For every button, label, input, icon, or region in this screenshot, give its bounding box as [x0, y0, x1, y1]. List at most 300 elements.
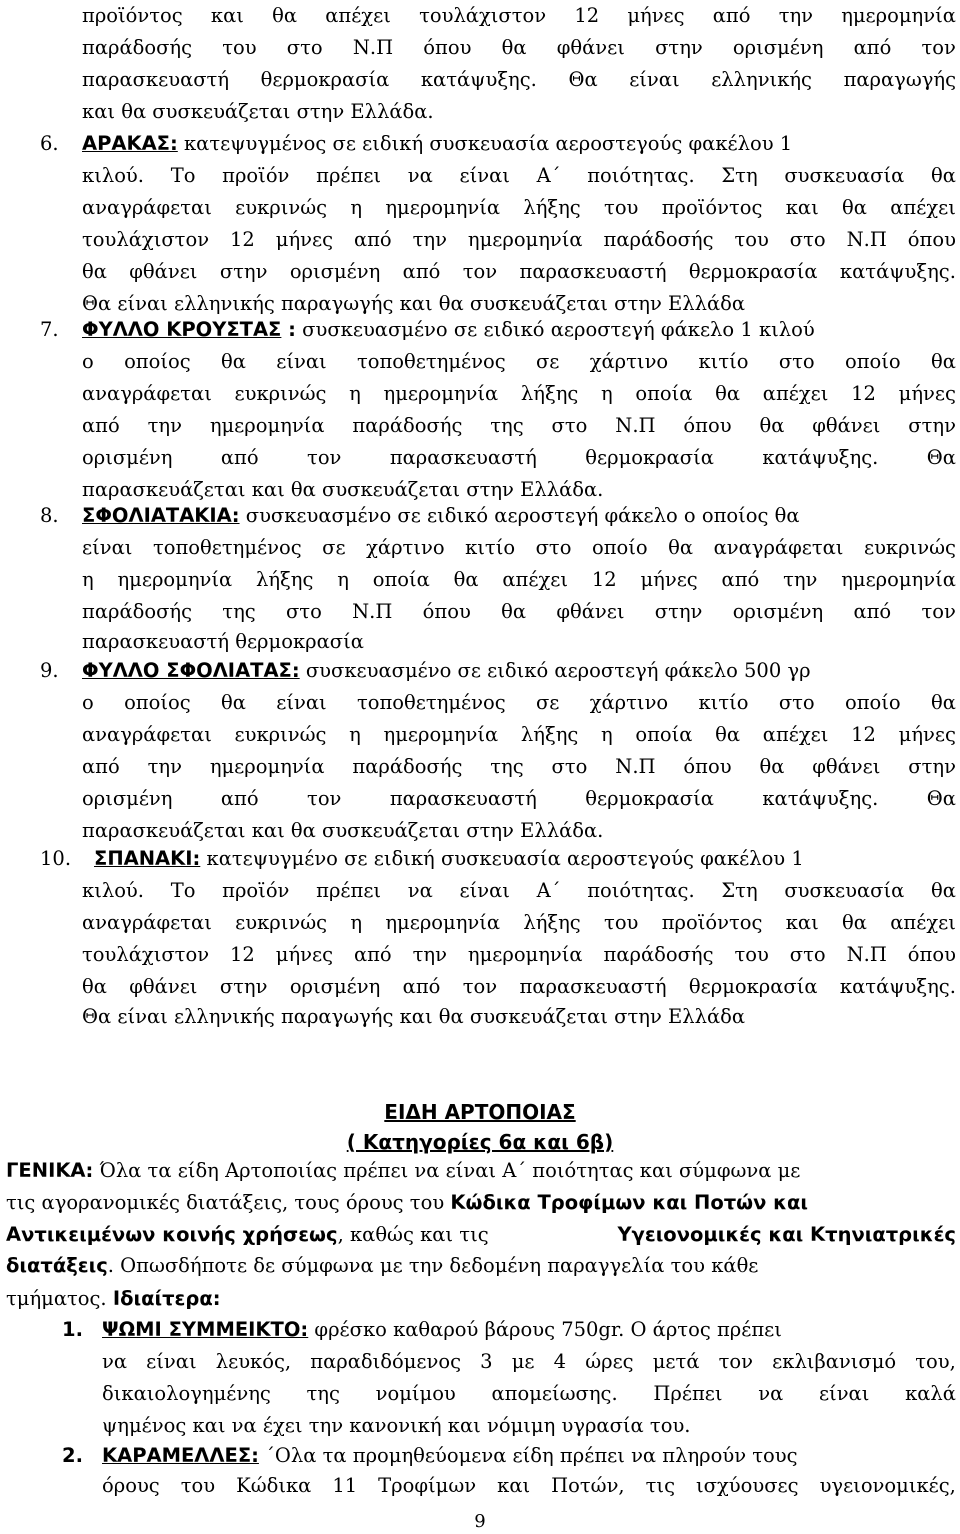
general-text: . Οπωσδήποτε δε σύμφωνα με την δεδομένη παραγγελία του κάθε: [107, 1254, 759, 1277]
word: μήνες: [898, 723, 956, 746]
word: είναι: [459, 164, 510, 187]
word: παράδοσής: [82, 36, 193, 59]
word: από: [721, 568, 760, 591]
text-line: [82, 192, 956, 224]
word: στην: [219, 975, 268, 998]
word: Στη: [721, 879, 758, 902]
word: όπου: [423, 36, 472, 59]
word: θα: [930, 879, 956, 902]
word: η: [350, 196, 363, 219]
word: από: [853, 36, 892, 59]
word: Ν.Π: [352, 600, 393, 623]
word: ο: [82, 350, 94, 373]
text-line: [6, 1219, 956, 1251]
word: είναι: [818, 1382, 870, 1405]
word: θα: [272, 4, 298, 27]
word: προϊόν: [222, 164, 290, 187]
word: μήνες: [275, 228, 334, 251]
text-line: [82, 256, 956, 288]
word: Κώδικα: [236, 1474, 312, 1497]
word: της: [306, 1382, 340, 1405]
word: 11: [332, 1474, 358, 1497]
word: φθάνει: [129, 975, 198, 998]
item-number: 8.: [40, 504, 59, 527]
word: ημερομηνία: [841, 568, 956, 591]
word: ποιότητας.: [587, 879, 695, 902]
word: Θα: [926, 446, 956, 469]
word: ημερομηνία: [209, 414, 325, 437]
word: εκλιβανισμό: [772, 1350, 897, 1373]
word: αναγράφεται: [82, 196, 212, 219]
word: φθάνει: [129, 260, 198, 283]
word: οποίο: [591, 536, 648, 559]
text-line: [102, 1470, 956, 1502]
word: ημερομηνία: [117, 568, 233, 591]
item-first-line: [40, 655, 956, 687]
word: φθάνει: [556, 600, 625, 623]
word: πρέπει: [316, 879, 382, 902]
text-line: [102, 1378, 956, 1410]
word: ημερομηνία: [383, 723, 499, 746]
word: Το: [170, 164, 196, 187]
word: αναγράφεται: [82, 911, 212, 934]
word: όπου: [683, 755, 732, 778]
word: ημερομηνία: [467, 943, 583, 966]
item-first-line: [40, 128, 956, 160]
item-text: συσκευασμένο σε ειδικό αεροστεγή φάκελο 1 κιλού: [295, 318, 815, 341]
section-title: ΕΙΔΗ ΑΡΤΟΠΟΙΑΣ: [384, 1100, 576, 1124]
general-text: , καθώς και τις: [337, 1223, 489, 1246]
word: στο: [778, 691, 815, 714]
word: στο: [789, 228, 826, 251]
word: όπου: [907, 943, 956, 966]
text-line: Θα είναι ελληνικής παραγωγής και θα συσκευάζεται στην Ελλάδα: [82, 292, 746, 315]
item-text: κατεψυγμένο σε ειδική συσκευασία αεροστεγούς φακέλου 1: [200, 847, 804, 870]
word: θα: [715, 382, 741, 405]
word: χάρτινο: [366, 536, 445, 559]
word: φθάνει: [812, 755, 881, 778]
text-line: [82, 64, 956, 96]
word: ο: [82, 691, 94, 714]
word: Ν.Π: [615, 414, 656, 437]
word: χάρτινο: [589, 691, 669, 714]
word: Στη: [721, 164, 758, 187]
item-number: 1.: [62, 1318, 83, 1341]
word: ορισμένη: [289, 260, 381, 283]
word: ορισμένη: [732, 36, 824, 59]
word: να: [407, 879, 433, 902]
word: ημερομηνία: [467, 228, 583, 251]
word: κατάψυξης.: [839, 260, 956, 283]
word: η: [337, 568, 349, 591]
text-line: [82, 0, 956, 32]
word: Ν.Π: [352, 36, 394, 59]
word: ημερομηνία: [209, 755, 325, 778]
text-line: παρασκευάζεται και θα συσκευάζεται στην Ελλάδα.: [82, 478, 604, 501]
word: στην: [908, 414, 956, 437]
text-line: [6, 1283, 956, 1315]
word: και: [785, 196, 819, 219]
text-line: [82, 442, 956, 474]
word: όρους: [102, 1474, 160, 1497]
word: τις: [645, 1474, 675, 1497]
word: να: [758, 1382, 784, 1405]
text-line: [82, 939, 956, 971]
word: τον: [462, 260, 498, 283]
word: από: [853, 600, 892, 623]
word: μήνες: [898, 382, 956, 405]
general-label: ΓΕΝΙΚΑ:: [6, 1159, 94, 1182]
word: τουλάχιστον: [82, 228, 210, 251]
word: κιτίο: [698, 691, 749, 714]
word: λήξης: [523, 911, 581, 934]
word: χάρτινο: [589, 350, 669, 373]
word: Ν.Π: [846, 943, 887, 966]
word: παράδοσής: [603, 228, 714, 251]
general-text: τις αγορανομικές διατάξεις, τους όρους του: [6, 1191, 451, 1214]
word: Α΄: [536, 164, 561, 187]
word: ορισμένη: [732, 600, 824, 623]
item-text: ΄Ολα τα προμηθεύομενα είδη πρέπει να πληρούν τους: [258, 1444, 798, 1467]
word: η: [82, 568, 94, 591]
item-first-line: [62, 1440, 956, 1472]
word: με: [511, 1350, 535, 1373]
word: από: [82, 755, 120, 778]
text-line: [82, 32, 956, 64]
word: μήνες: [627, 4, 685, 27]
item-number: 9.: [40, 659, 59, 682]
item-name: ΣΠΑΝΑΚΙ:: [94, 847, 201, 870]
word: του: [604, 196, 639, 219]
word: η: [349, 723, 361, 746]
word: απέχει: [890, 196, 956, 219]
word: συσκευασία: [784, 879, 905, 902]
text-line: Θα είναι ελληνικής παραγωγής και θα συσκευάζεται στην Ελλάδα: [82, 1005, 746, 1028]
word: από: [82, 414, 120, 437]
word: κιτίο: [698, 350, 749, 373]
general-text: Όλα τα είδη Αρτοποιίας πρέπει να είναι Α΄ ποιότητας και σύμφωνα με: [93, 1159, 801, 1182]
word: φθάνει: [812, 414, 881, 437]
word: οποία: [635, 723, 693, 746]
word: 12: [591, 568, 617, 591]
word: απέχει: [890, 911, 956, 934]
word: από: [712, 4, 751, 27]
word: τον: [718, 1350, 754, 1373]
text-line: [82, 346, 956, 378]
word: οποίος: [124, 350, 191, 373]
word: παρασκευαστή: [519, 260, 667, 283]
word: ορισμένη: [289, 975, 381, 998]
word: προϊόν: [222, 879, 290, 902]
item-name: ΦΥΛΛΟ ΚΡΟΥΣΤΑΣ: [82, 318, 282, 341]
word: της: [490, 755, 524, 778]
word: 12: [230, 943, 255, 966]
word: στο: [789, 943, 826, 966]
word: οποία: [372, 568, 430, 591]
text-line: [82, 532, 956, 564]
word: την: [412, 943, 447, 966]
word: λήξης: [523, 196, 581, 219]
word: η: [349, 382, 361, 405]
word: πρέπει: [316, 164, 382, 187]
word: της: [490, 414, 524, 437]
word: όπου: [907, 228, 956, 251]
word: αναγράφεται: [713, 536, 844, 559]
item-name: ΚΑΡΑΜΕΛΛΕΣ:: [102, 1444, 259, 1467]
code-reference: Κώδικα Τροφίμων και Ποτών και: [450, 1191, 809, 1214]
word: ευκρινώς: [235, 911, 328, 934]
word: ποιότητας.: [587, 164, 695, 187]
regulations-reference: Υγειονομικές και Κτηνιατρικές: [617, 1223, 956, 1246]
page-number: 9: [474, 1511, 486, 1532]
text-line: [82, 564, 956, 596]
word: στο: [551, 414, 588, 437]
item-name: ΣΦΟΛΙΑΤΑΚΙΑ:: [82, 504, 240, 527]
word: προϊόντος: [661, 911, 763, 934]
code-reference: Αντικειμένων κοινής χρήσεως: [6, 1223, 338, 1246]
text-line: [82, 596, 956, 628]
word: αναγράφεται: [82, 723, 212, 746]
word: 4: [553, 1350, 567, 1373]
word: η: [600, 723, 613, 746]
word: 12: [851, 382, 876, 405]
word: κατάψυξης.: [420, 68, 537, 91]
word: ευκρινώς: [234, 723, 327, 746]
word: ελληνικής: [711, 68, 812, 91]
word: από: [353, 228, 392, 251]
word: οποία: [635, 382, 693, 405]
word: τον: [921, 36, 956, 59]
word: ευκρινώς: [235, 196, 328, 219]
text-line: [82, 783, 956, 815]
word: από: [220, 787, 259, 810]
word: του: [734, 228, 769, 251]
word: θα: [453, 568, 479, 591]
word: στην: [654, 600, 703, 623]
word: θα: [759, 755, 785, 778]
word: παραγωγής: [843, 68, 956, 91]
word: φθάνει: [556, 36, 625, 59]
word: τουλάχιστον: [82, 943, 210, 966]
item-number: 7.: [40, 318, 59, 341]
word: οποίο: [844, 350, 901, 373]
item-first-line: [40, 314, 956, 346]
word: θερμοκρασία: [688, 975, 818, 998]
word: και: [785, 911, 819, 934]
word: θα: [220, 350, 246, 373]
text-line: [82, 907, 956, 939]
item-name: ΨΩΜΙ ΣΥΜΜΕΙΚΤΟ:: [102, 1318, 309, 1341]
text-line: [6, 1187, 956, 1219]
word: αναγράφεται: [82, 382, 212, 405]
word: λευκός,: [215, 1350, 292, 1373]
word: από: [220, 446, 259, 469]
general-text: τμήματος.: [6, 1287, 113, 1310]
word: Τροφίμων: [378, 1474, 477, 1497]
word: του: [180, 1474, 216, 1497]
text-line: [82, 410, 956, 442]
word: υγειονομικές,: [819, 1474, 956, 1497]
text-line: [82, 875, 956, 907]
word: θα: [82, 975, 107, 998]
item-text: κατεψυγμένος σε ειδική συσκευασία αεροστεγούς φακέλου 1: [177, 132, 793, 155]
text-line: [82, 719, 956, 751]
word: απέχει: [502, 568, 569, 591]
item-text: συσκευασμένο σε ειδικό αεροστεγή φάκελο 500 γρ: [299, 659, 811, 682]
word: κιλού.: [82, 879, 144, 902]
item-text: συσκευασμένο σε ειδικό αεροστεγή φάκελο ο οποίος θα: [239, 504, 800, 527]
text-line: [82, 687, 956, 719]
word: είναι: [459, 879, 510, 902]
word: τουλάχιστον: [419, 4, 547, 27]
word: ώρες: [585, 1350, 634, 1373]
item-text: φρέσκο καθαρού βάρους 750gr. Ο άρτος πρέπει: [308, 1318, 782, 1341]
text-line: [102, 1346, 956, 1378]
word: στο: [551, 755, 588, 778]
word: μετά: [652, 1350, 700, 1373]
word: όπου: [422, 600, 471, 623]
item-name: ΑΡΑΚΑΣ:: [82, 132, 178, 155]
word: θα: [501, 36, 527, 59]
word: παράδοσής: [82, 600, 193, 623]
word: Πρέπει: [653, 1382, 723, 1405]
text-line: [82, 224, 956, 256]
especially-label: Ιδιαίτερα:: [112, 1287, 221, 1310]
word: παραδιδόμενος: [310, 1350, 462, 1373]
regulations-reference: διατάξεις: [6, 1254, 108, 1277]
text-line: [6, 1250, 956, 1282]
word: Α΄: [536, 879, 561, 902]
word: οποίος: [124, 691, 191, 714]
word: ημερομηνία: [385, 911, 501, 934]
word: του: [734, 943, 769, 966]
word: η: [600, 382, 613, 405]
word: σε: [535, 691, 560, 714]
word: δικαιολογημένης: [102, 1382, 271, 1405]
item-first-line: [40, 500, 956, 532]
word: σε: [322, 536, 346, 559]
word: προϊόντος: [661, 196, 763, 219]
word: 12: [851, 723, 876, 746]
word: ημερομηνία: [385, 196, 501, 219]
word: 12: [230, 228, 255, 251]
word: παράδοσής: [352, 755, 463, 778]
word: θα: [82, 260, 107, 283]
section-subtitle: ( Κατηγορίες 6α και 6β): [346, 1130, 614, 1154]
word: θα: [759, 414, 785, 437]
text-line: ψημένος και να έχει την κανονική και νόμιμη υγρασία του.: [102, 1414, 691, 1437]
word: ορισμένη: [82, 446, 173, 469]
word: του: [604, 911, 639, 934]
word: νομίμου: [375, 1382, 456, 1405]
word: στην: [219, 260, 268, 283]
word: και: [497, 1474, 531, 1497]
word: να: [407, 164, 433, 187]
text-line: [6, 1155, 956, 1187]
word: τον: [462, 975, 498, 998]
word: τον: [307, 446, 342, 469]
word: κατάψυξης.: [762, 446, 879, 469]
text-line: [82, 378, 956, 410]
word: την: [147, 414, 182, 437]
word: παρασκευαστή: [82, 68, 230, 91]
word: θα: [842, 196, 867, 219]
word: τοποθετημένος: [356, 691, 506, 714]
word: λήξης: [256, 568, 314, 591]
word: την: [783, 568, 818, 591]
word: τοποθετημένος: [356, 350, 506, 373]
word: από: [402, 260, 441, 283]
word: θερμοκρασία: [260, 68, 390, 91]
word: είναι: [276, 691, 327, 714]
word: θα: [930, 350, 956, 373]
word: Θα: [926, 787, 956, 810]
word: θα: [930, 164, 956, 187]
word: θα: [220, 691, 246, 714]
word: τον: [307, 787, 342, 810]
word: θα: [842, 911, 867, 934]
word: του: [222, 36, 257, 59]
word: κιτίο: [465, 536, 516, 559]
word: οποίο: [844, 691, 901, 714]
text-line: [82, 751, 956, 783]
word: Θα: [568, 68, 598, 91]
word: κατάψυξης.: [839, 975, 956, 998]
word: θα: [501, 600, 527, 623]
word: Το: [170, 879, 196, 902]
word: απέχει: [762, 382, 829, 405]
word: κατάψυξης.: [762, 787, 879, 810]
word: ευκρινώς: [863, 536, 956, 559]
word: από: [402, 975, 441, 998]
word: είναι: [82, 536, 133, 559]
word: στο: [285, 600, 322, 623]
word: και: [210, 4, 244, 27]
word: μήνες: [275, 943, 334, 966]
word: θα: [715, 723, 741, 746]
word: η: [350, 911, 363, 934]
word: στο: [778, 350, 815, 373]
word: κιλού.: [82, 164, 144, 187]
word: τον: [921, 600, 956, 623]
item-colon: :: [281, 318, 296, 341]
word: θερμοκρασία: [585, 787, 714, 810]
word: ημερομηνία: [841, 4, 956, 27]
word: θα: [930, 691, 956, 714]
word: παράδοσής: [603, 943, 714, 966]
word: Ποτών,: [551, 1474, 625, 1497]
text-line: παρασκευάζεται και θα συσκευάζεται στην Ελλάδα.: [82, 819, 604, 842]
word: είναι: [629, 68, 680, 91]
word: την: [412, 228, 447, 251]
word: να: [102, 1350, 128, 1373]
text-line: και θα συσκευάζεται στην Ελλάδα.: [82, 100, 434, 123]
word: θα: [668, 536, 694, 559]
word: στο: [535, 536, 572, 559]
item-number: 10.: [40, 847, 72, 870]
word: τοποθετημένος: [152, 536, 302, 559]
word: θερμοκρασία: [688, 260, 818, 283]
word: 12: [574, 4, 600, 27]
word: όπου: [683, 414, 732, 437]
word: απέχει: [762, 723, 829, 746]
word: ορισμένη: [82, 787, 173, 810]
word: προϊόντος: [82, 4, 183, 27]
word: ευκρινώς: [234, 382, 327, 405]
word: είναι: [146, 1350, 197, 1373]
word: στην: [655, 36, 703, 59]
word: την: [778, 4, 814, 27]
